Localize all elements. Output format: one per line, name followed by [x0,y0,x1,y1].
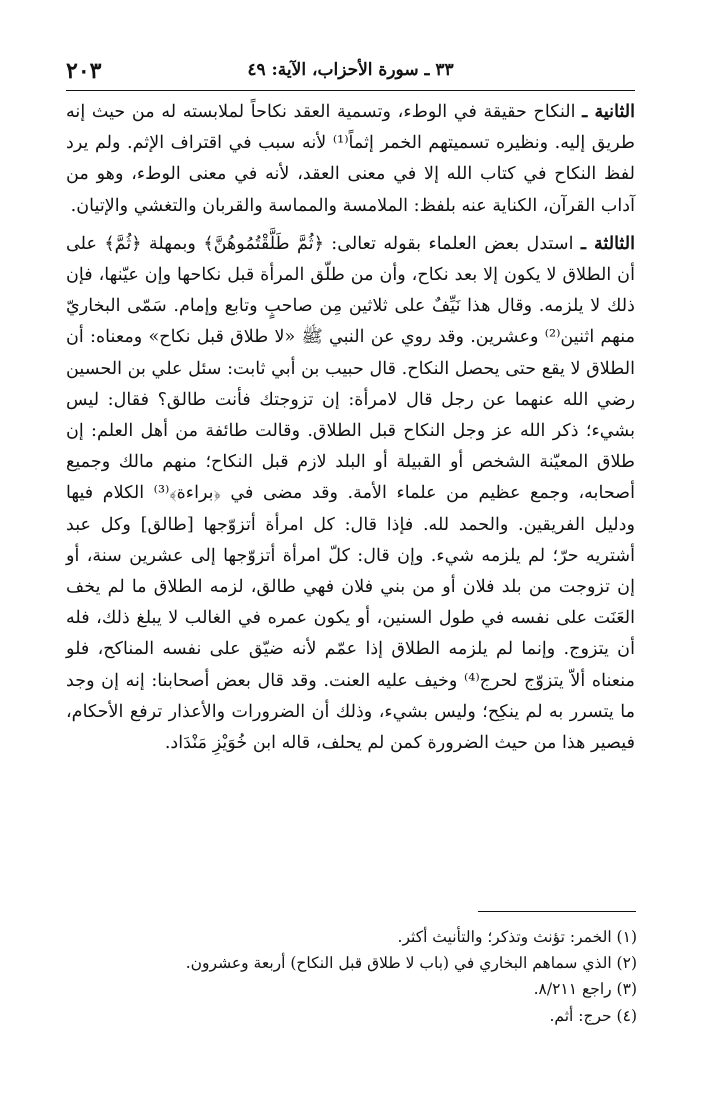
header-title: ٣٣ ـ سورة الأحزاب، الآية: ٤٩ [247,60,454,80]
paragraph-third [66,228,635,759]
footnotes [66,924,637,1029]
page-number: ٢٠٣ [66,58,102,84]
footnote-2: (٢) الذي سماهم البخاري في (باب لا طلاق قبل النكاح) أربعة وعشرون. [185,954,637,973]
main-text [66,96,635,759]
paragraph-heading: الثانية ـ [582,101,635,122]
paragraph-body: النكاح حقيقة في الوطء، وتسمية العقد نكاحاً لملابسته له من حيث إنه طريق إليه. ونظيره تسميتهم الخمر إثماً⁽¹⁾ لأنه سبب في اقتراف الإثم. ولم يرد لفظ النكاح في كتاب الله إلا في معنى العقد، لأنه في معنى الوطء، وهو من آداب القرآن، الكناية عنه بلفظ: الملامسة والمماسة والقربان والتغشي والإتيان. [66,102,635,216]
footnote-4: (٤) حرج: أثم. [549,1006,637,1025]
running-header [66,58,635,88]
footnote-3: (٣) راجع ٨/٢١١. [533,980,637,999]
footnote-1: (١) الخمر: تؤنث وتذكر؛ والتأنيث أكثر. [397,928,637,946]
paragraph-body: استدل بعض العلماء بقوله تعالى: ﴿ثُمَّ طَلَّقْتُمُوهُنَّ﴾ وبمهلة ﴿ثُمَّ﴾ على أن الطلاق لا يكون إلا بعد نكاح، وأن من طلّق المرأة قبل نكاحها وإن عيّنها، فإن ذلك لا يلزمه. وقال هذا نَيِّفٌ على ثلاثين مِن صاحبٍ وتابع وإمام. سَمّى البخاريّ منهم اثنين⁽²⁾ وعشرين. وقد روي عن النبي ﷺ «لا طلاق قبل نكاح» ومعناه: أن الطلاق لا يقع حتى يحصل النكاح. قال حبيب بن أبي ثابت: سئل علي بن الحسين رضي الله عنهما عن رجل قال لامرأة: إن تزوجتك فأنت طالق؟ فقال: ليس بشيء؛ ذكر الله عز وجل النكاح قبل الطلاق. وقالت طائفة من أهل العلم: إن طلاق المعيّنة الشخص أو القبيلة أو البلد لازم قبل النكاح؛ منهم مالك وجميع أصحابه، وجمع عظيم من علماء الأمة. وقد مضى في ﴿براءة﴾⁽³⁾ الكلام فيها ودليل الفريقين. والحمد لله. فإذا قال: كل امرأة أتزوّجها [طالق] وكل عبد أشتريه حرّ؛ لم يلزمه شيء. وإن قال: كلّ امرأة أتزوّجها إلى عشرين سنة، أو إن تزوجت من بلد فلان أو من بني فلان فهي طالق، لزمه الطلاق ما لم يخف العَنَت على نفسه في طول السنين، أو يكون عمره في الغالب لا يبلغ ذلك، فله أن يتزوج. وإنما لم يلزمه الطلاق إذا عمّم لأنه ضيّق على نفسه المناكح، فلو منعناه ألاّ يتزوّج لحرج⁽⁴⁾ وخيف عليه العنت. وقد قال بعض أصحابنا: إنه إن وجد ما يتسرر به لم ينكِح؛ وليس بشيء، وذلك أن الضرورات والأعذار ترفع الأحكام، فيصير هذا من حيث الضرورة كمن لم يحلف، قاله ابن خُوَيْزِ مَنْدَاد. [66,233,635,754]
paragraph-heading: الثالثة ـ [580,232,635,254]
header-divider [66,90,635,91]
paragraph-second [66,96,635,222]
footnote-divider [478,911,636,912]
